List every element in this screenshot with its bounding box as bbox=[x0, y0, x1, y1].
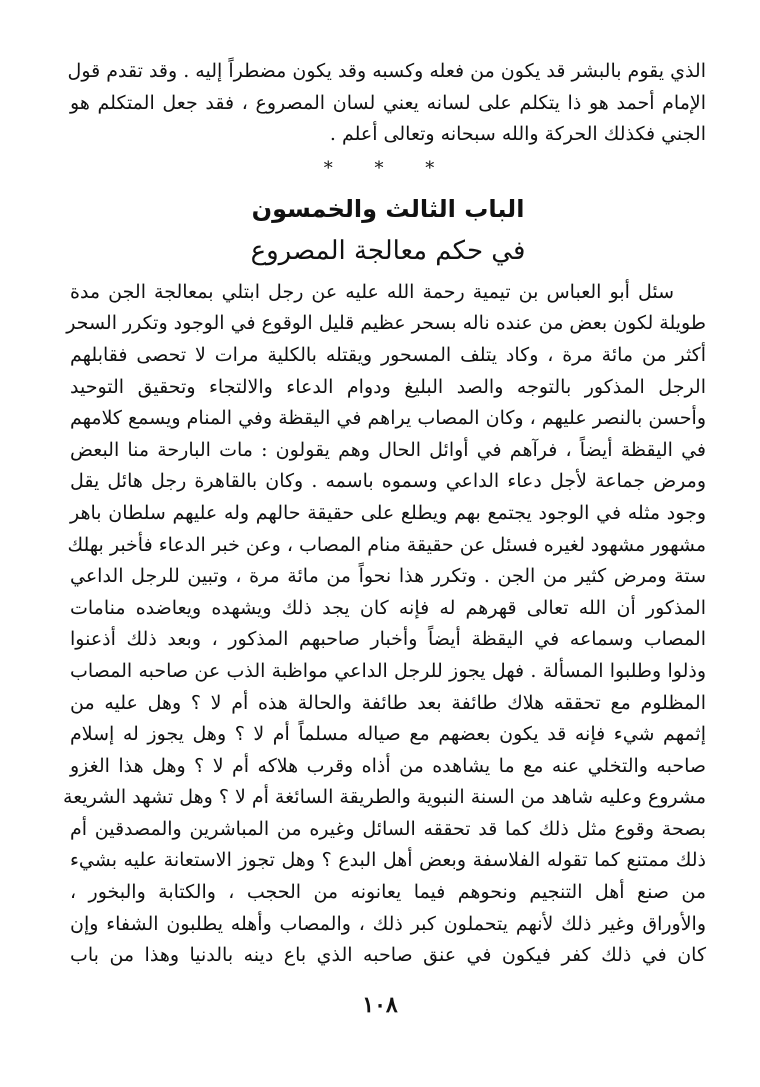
body-line-13: وذلوا وطلبوا المسألة . فهل يجوز للرجل الداعي مواظبة الذب عن صاحبه المصاب bbox=[70, 659, 706, 682]
body-line-1: سئل أبو العباس بن تيمية رحمة الله عليه عن رجل ابتلي بمعالجة الجن مدة bbox=[70, 280, 674, 303]
body-line-4: الرجل المذكور بالتوجه والصد البليغ ودوام الدعاء والالتجاء وتحقيق التوحيد bbox=[70, 375, 706, 398]
body-line-19: ذلك ممتنع كما تقوله الفلاسفة وبعض أهل البدع ؟ وهل تجوز الاستعانة عليه بشيء bbox=[70, 849, 706, 872]
chapter-subtitle: في حكم معالجة المصروع bbox=[250, 235, 526, 266]
body-line-2: طويلة لكون بعض من عنده ناله بسحر عظيم قليل الوقوع في الوجود وتكرر السحر bbox=[66, 312, 706, 335]
body-line-7: ومرض جماعة لأجل دعاء الداعي وسموه باسمه . وكان بالقاهرة رجل هائل يقل bbox=[70, 470, 706, 493]
body-line-22: كان في ذلك كفر فيكون في عنق صاحبه الذي باع دينه بالدنيا وهذا من باب bbox=[70, 944, 706, 967]
page-text bbox=[63, 56, 706, 972]
body-line-9: مشهور مشهود لغيره فسئل عن حقيقة منام المصاب ، وعن خبر الدعاء فأخبر بهلك bbox=[67, 533, 706, 556]
body-line-21: والأوراق وغير ذلك لأنهم يتحملون كبر ذلك ، والمصاب وأهله يطلبون الشفاء وإن bbox=[70, 912, 706, 935]
body-line-15: إثمهم شيء فإنه قد يكون بعضهم مع صياله مسلماً أم لا ؟ وهل يجوز له إسلام bbox=[70, 723, 706, 746]
body-line-3: أكثر من مائة مرة ، وكاد يتلف المسحور ويقتله بالكلية مرات لا تحصى فقابلهم bbox=[70, 343, 706, 366]
body-line-14: المظلوم مع تحققه هلاك طائفة بعد طائفة والحالة هذه أم لا ؟ وهل عليه من bbox=[70, 691, 706, 714]
body-line-17: مشروع وعليه شاهد من السنة النبوية والطريقة السائغة أم لا ؟ وهل تشهد الشريعة bbox=[63, 786, 706, 809]
chapter-title: الباب الثالث والخمسون bbox=[251, 194, 525, 223]
section-separator: * * * bbox=[323, 157, 453, 179]
body-line-5: وأحسن بالنصر عليهم ، وكان المصاب يراهم في اليقظة وفي المنام ويسمع كلامهم bbox=[70, 407, 706, 430]
intro-line-1: الذي يقوم بالبشر قد يكون من فعله وكسبه وقد يكون مضطراً إليه . وقد تقدم قول bbox=[67, 60, 706, 82]
body-line-12: المصاب وسماعه في اليقظة أيضاً وأخبار صاحبهم المذكور ، وبعد ذلك أذعنوا bbox=[70, 628, 706, 651]
body-line-16: صاحبه والتخلي عنه مع ما يشاهده من أذاه وقرب هلاكه أم لا ؟ وهل هذا الغزو bbox=[70, 754, 706, 777]
body-line-6: في اليقظة أيضاً ، فرآهم في أوائل الحال وهم يقولون : مات البارحة منا البعض bbox=[70, 438, 706, 461]
body-line-18: بصحة وقوع مثل ذلك كما قد تحققه السائل وغيره من المباشرين والمصدقين أم bbox=[70, 817, 706, 840]
intro-line-2: الإمام أحمد هو ذا يتكلم على لسانه يعني لسان المصروع ، فقد جعل المتكلم هو bbox=[70, 91, 706, 114]
body-line-11: المذكور أن الله تعالى قهرهم له فإنه كان يجد ذلك ويشهده ويعاضده منامات bbox=[70, 596, 706, 619]
body-line-8: وجود مثله في الوجود يجتمع بهم ويطلع على حقيقة حالهم وله عليهم سلطان باهر bbox=[70, 501, 706, 524]
body-line-20: من صنع أهل التنجيم ونحوهم فيما يعانونه من الحجب ، والكتابة والبخور ، bbox=[70, 881, 706, 904]
body-line-10: ستة ومرض كثير من الجن . وتكرر هذا نحواً من مائة مرة ، وتبين للرجل الداعي bbox=[70, 565, 706, 588]
intro-line-3: الجني فكذلك الحركة والله سبحانه وتعالى أعلم . bbox=[329, 123, 706, 146]
page-number: ١٠٨ bbox=[362, 992, 398, 1018]
